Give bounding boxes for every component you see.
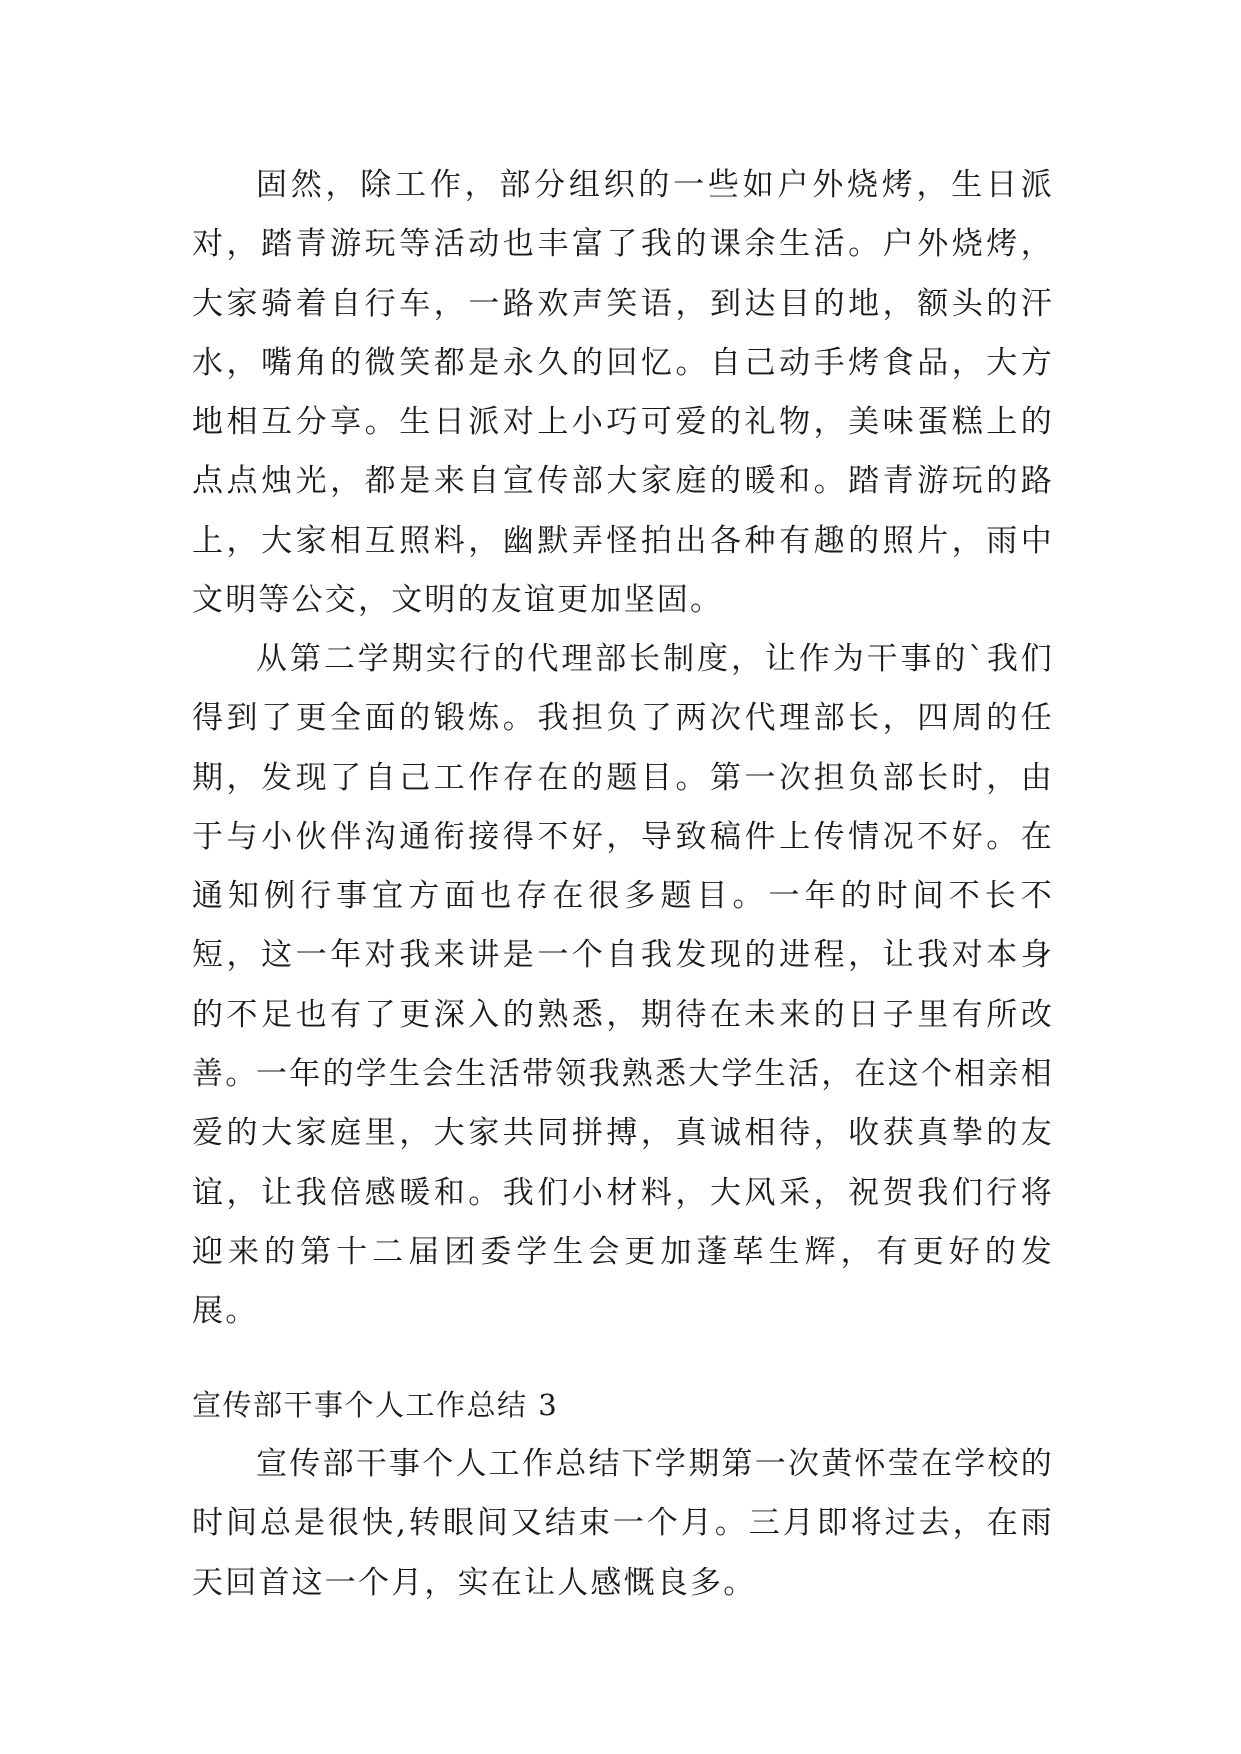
paragraph-activities: 固然，除工作，部分组织的一些如户外烧烤，生日派对，踏青游玩等活动也丰富了我的课余生活。户外烧烤，大家骑着自行车，一路欢声笑语，到达目的地，额头的汗水，嘴角的微笑都是永久的回忆。自己动手烤食品，大方地相互分享。生日派对上小巧可爱的礼物，美味蛋糕上的点点烛光，都是来自宣传部大家庭的暖和。踏青游玩的路上，大家相互照料，幽默弄怪拍出各种有趣的照片，雨中文明等公交，文明的友谊更加坚固。	[192, 167, 1054, 619]
paragraph-acting-minister: 从第二学期实行的代理部长制度，让作为干事的`我们得到了更全面的锻炼。我担负了两次代理部长，四周的任期，发现了自己工作存在的题目。第一次担负部长时，由于与小伙伴沟通衔接得不好，导致稿件上传情况不好。在通知例行事宜方面也存在很多题目。一年的时间不长不短，这一年对我来讲是一个自我发现的进程，让我对本身的不足也有了更深入的熟悉，期待在未来的日子里有所改善。	[192, 641, 1054, 1093]
paragraph-student-union: 一年的学生会生活带领我熟悉大学生活，在这个相亲相爱的大家庭里，大家共同拼搏，真诚相待，收获真挚的友谊，让我倍感暖和。我们小材料，大风采，祝贺我们行将迎来的第十二届团委学生会更加蓬荜生辉，有更好的发展。	[192, 1056, 1054, 1330]
paragraph-section-intro: 宣传部干事个人工作总结下学期第一次黄怀莹在学校的时间总是很快,转眼间又结束一个月。三月即将过去，在雨天回首这一个月，实在让人感慨良多。	[192, 1446, 1054, 1601]
section-heading: 宣传部干事个人工作总结 3	[192, 1388, 559, 1422]
section-spacer	[192, 1282, 1054, 1376]
document-page	[192, 156, 1054, 1613]
